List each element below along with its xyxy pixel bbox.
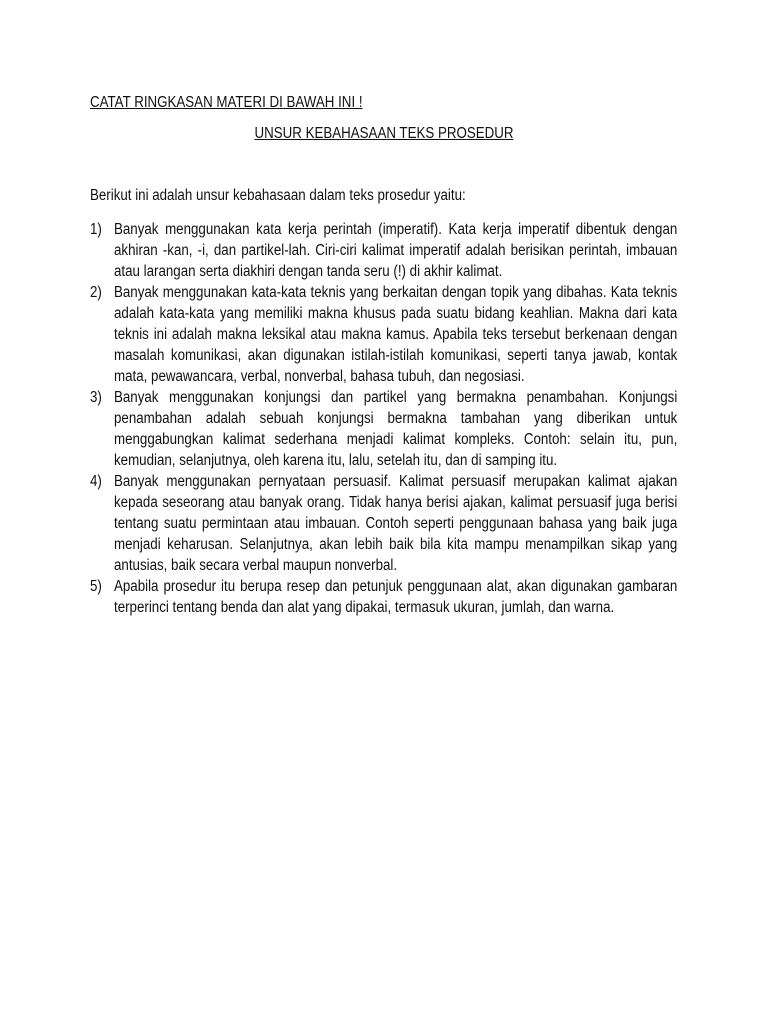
- list-item-number: 4): [90, 473, 102, 490]
- document-title: UNSUR KEBAHASAAN TEKS PROSEDUR: [254, 125, 514, 142]
- instruction-heading: CATAT RINGKASAN MATERI DI BAWAH INI !: [90, 94, 363, 111]
- list-item-text: Apabila prosedur itu berupa resep dan petunjuk penggunaan alat, akan digunakan gambaran terperinci tentang benda dan alat yang dipakai, termasuk ukuran, jumlah, dan warna.: [114, 578, 678, 616]
- list-item: [90, 282, 678, 387]
- list-item-text: Banyak menggunakan pernyataan persuasif. Kalimat persuasif merupakan kalimat ajakan kepada seseorang atau banyak orang. Tidak hanya berisi ajakan, kalimat persuasif juga berisi tentang suatu permintaan atau imbauan. Contoh seperti penggunaan bahasa yang baik juga menjadi keharusan. Selanjutnya, akan lebih baik bila kita mampu menampilkan sikap yang antusias, baik secara verbal maupun nonverbal.: [114, 473, 678, 574]
- document-page: [90, 92, 678, 618]
- list-item-text: Banyak menggunakan konjungsi dan partikel yang bermakna penambahan. Konjungsi penambahan adalah sebuah konjungsi bermakna tambahan yang diberikan untuk menggabungkan kalimat sederhana menjadi kalimat kompleks. Contoh: selain itu, pun, kemudian, selanjutnya, oleh karena itu, lalu, setelah itu, dan di samping itu.: [114, 389, 678, 469]
- list-item-text: Banyak menggunakan kata-kata teknis yang berkaitan dengan topik yang dibahas. Kata teknis adalah kata-kata yang memiliki makna khusus pada suatu bidang keahlian. Makna dari kata teknis ini adalah makna leksikal atau makna kamus. Apabila teks tersebut berkenaan dengan masalah komunikasi, akan digunakan istilah-istilah komunikasi, seperti tanya jawab, kontak mata, pewawancara, verbal, nonverbal, bahasa tubuh, dan negosiasi.: [114, 284, 678, 385]
- list-item-number: 2): [90, 284, 102, 301]
- list-item-number: 5): [90, 578, 102, 595]
- intro-paragraph: Berikut ini adalah unsur kebahasaan dalam teks prosedur yaitu:: [90, 187, 466, 204]
- list-item: [90, 387, 678, 471]
- list-item-number: 3): [90, 389, 102, 406]
- list-item: [90, 471, 678, 576]
- list-item-text: Banyak menggunakan kata kerja perintah (imperatif). Kata kerja imperatif dibentuk dengan akhiran -kan, -i, dan partikel-lah. Ciri-ciri kalimat imperatif adalah berisikan perintah, imbauan atau larangan serta diakhiri dengan tanda seru (!) di akhir kalimat.: [114, 221, 678, 280]
- numbered-list: [90, 219, 678, 618]
- list-item-number: 1): [90, 221, 102, 238]
- list-item: [90, 576, 678, 618]
- list-item: [90, 219, 678, 282]
